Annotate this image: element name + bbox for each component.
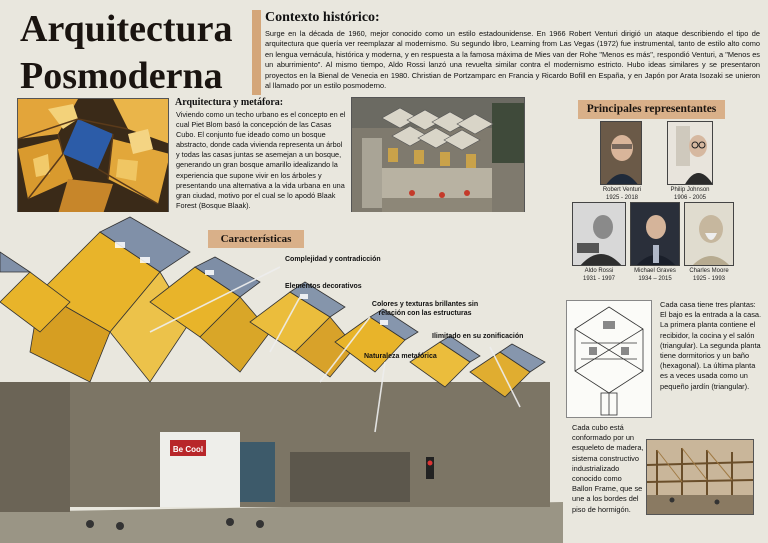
- metaphor-heading: Arquitectura y metáfora:: [175, 97, 284, 108]
- structure-description: Cada cubo está conformado por un esqueleto de madera, sistema constructivo industrializado conocido como Ballon Frame, que se une a los bordes del piso de hormigón.: [572, 423, 644, 514]
- caption-charles-moore: Charles Moore 1925 - 1993: [689, 268, 729, 282]
- title-line-1: Arquitectura: [20, 8, 233, 50]
- representatives-heading: Principales representantes: [578, 100, 725, 119]
- feature-decorative: Elementos decorativos: [285, 283, 362, 290]
- feature-metaphor: Naturaleza metafórica: [364, 353, 437, 360]
- caption-michael-graves: Michael Graves 1934 – 2015: [634, 268, 676, 282]
- portrait-philip-johnson: [667, 121, 713, 185]
- cube-section-diagram: [566, 300, 652, 418]
- characteristics-heading: Características: [208, 230, 304, 248]
- title-line-2: Posmoderna: [20, 55, 223, 97]
- cube-houses-photo-aerial: [351, 97, 525, 213]
- cube-houses-photo-main: [0, 212, 563, 543]
- cube-houses-photo-interior: [17, 98, 169, 213]
- portrait-charles-moore: [684, 202, 734, 266]
- context-body: Surge en la década de 1960, mejor conocido como un estilo estadounidense. En 1966 Robert Venturi dirigió un ataque describiendo el tipo de arquitectura que quería ver reemplazar al modernismo. Su segundo libro, Learning from Las Vegas (1972) fue instrumental, tanto de estilo alto como en lengua vernácula, histórica y moderna, y en respuesta a la famosa máxima de Mies van der Rohe "Menos es más", respondió Venturi, a "Menos es un aburrimiento". Al mismo tiempo, Aldo Rossi lanzó una revuelta similar contra el modernismo estricto. Hubo ideas similares y se presentaron proyectos en la Bienal de Venecia en 1980. Christian de Portzamparc en Francia y Ricardo Bofill en España, y en Japón por Arata Isozaki se unieron al llamado por un estilo posmoderno.: [265, 29, 760, 91]
- storefront-sign: Be Cool: [172, 445, 204, 454]
- context-accent-bar: [252, 10, 261, 95]
- portrait-robert-venturi: [600, 121, 642, 185]
- feature-zoning: Ilimitado en su zonificación: [432, 333, 524, 340]
- caption-aldo-rossi: Aldo Rossi 1931 - 1997: [582, 268, 616, 282]
- context-heading: Contexto histórico:: [265, 10, 380, 25]
- page-title: [20, 6, 250, 100]
- feature-complexity: Complejidad y contradicción: [285, 256, 381, 263]
- caption-philip-johnson: Philip Johnson 1906 - 2005: [670, 187, 710, 201]
- feature-colors: Colores y texturas brillantes sin relación con las estructuras: [371, 301, 479, 317]
- portrait-aldo-rossi: [572, 202, 626, 266]
- caption-robert-venturi: Robert Venturi 1925 - 2018: [602, 187, 642, 201]
- cube-house-description: Cada casa tiene tres plantas: El bajo es la entrada a la casa. La primera planta contiene el recibidor, la cocina y el salón (triangular). La segunda planta tiene dormitorios y un baño (hexagonal). La última planta es a veces usada como un pequeño jardín (triangular).: [660, 300, 762, 391]
- portrait-michael-graves: [630, 202, 680, 266]
- balloon-frame-photo: [646, 439, 754, 515]
- metaphor-body: Viviendo como un techo urbano es el concepto en el cual Piet Blom basó la concepción de las Casas Cubo. El conjunto fue ideado como un bosque abstracto, donde cada vivienda representa un árbol y todas las casas juntas se asemejan a un bosque, generando un gran bosque amarillo idealizando la experiencia que supone vivir en los árboles y presentando una alternativa a la vida urbana en una gran ciudad, motivo por el cual se lo apodó Blaak Forest (Bosque Blaak).: [176, 110, 346, 210]
